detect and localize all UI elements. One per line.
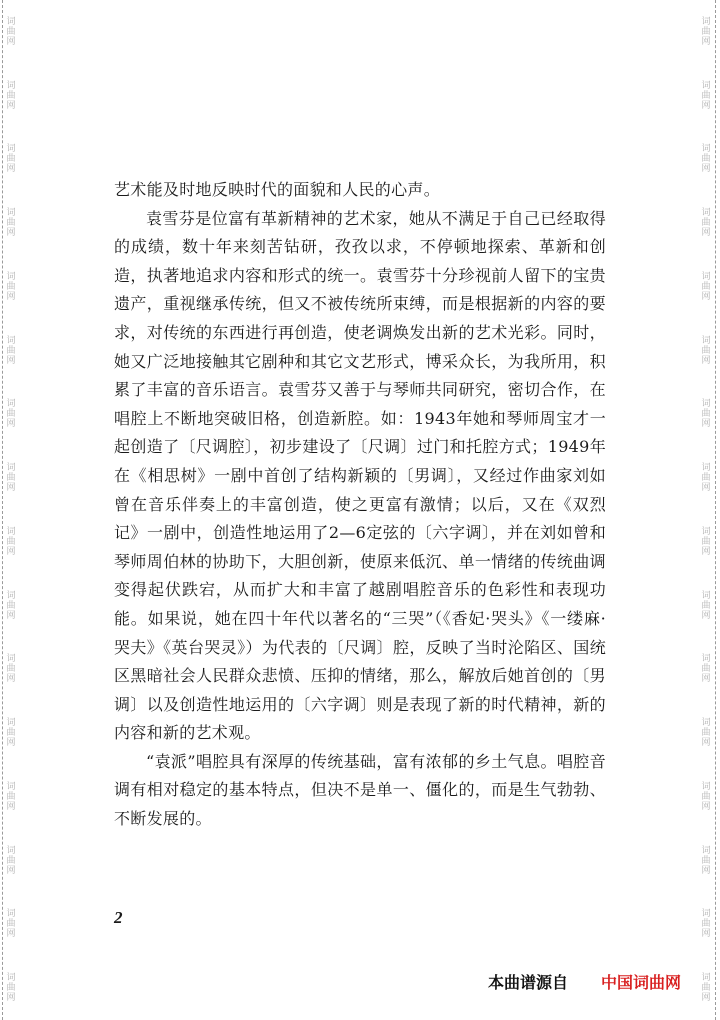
watermark-char: 网 [701, 546, 711, 557]
watermark-char: 网 [6, 228, 16, 239]
left-watermark-column [3, 0, 19, 1020]
watermark-char: 网 [6, 738, 16, 749]
watermark-char: 网 [701, 801, 711, 812]
watermark-stamp [6, 336, 15, 366]
watermark-char: 网 [701, 100, 711, 111]
watermark-char: 网 [6, 610, 16, 621]
watermark-char: 网 [701, 738, 711, 749]
watermark-char: 网 [701, 228, 711, 239]
right-dashed-border [715, 0, 716, 1020]
watermark-char: 网 [6, 483, 16, 494]
watermark-char: 词 [6, 909, 16, 920]
watermark-char: 曲 [701, 473, 711, 484]
watermark-char: 曲 [6, 919, 16, 930]
watermark-char: 曲 [701, 409, 711, 420]
watermark-char: 网 [701, 164, 711, 175]
right-watermark-column [698, 0, 714, 1020]
watermark-stamp [6, 17, 15, 47]
watermark-stamp [6, 591, 15, 621]
watermark-stamp [701, 336, 710, 366]
watermark-char: 词 [6, 781, 16, 792]
watermark-char: 网 [6, 355, 16, 366]
watermark-char: 网 [6, 291, 16, 302]
watermark-char: 词 [6, 463, 16, 474]
watermark-char: 词 [6, 80, 16, 91]
watermark-char: 曲 [701, 983, 711, 994]
watermark-stamp [6, 272, 15, 302]
watermark-char: 曲 [6, 26, 16, 37]
paragraph-2: 袁雪芬是位富有革新精神的艺术家，她从不满足于自己已经取得的成绩，数十年来刻苦钻研，孜孜以求，不停顿地探索、革新和创造，执著地追求内容和形式的统一。袁雪芬十分珍视前人留下的宝贵遗产，重视继承传统，但又不被传统所束缚，而是根据新的内容的要求，对传统的东西进行再创造，使老调焕发出新的艺术光彩。同时，她又广泛地接触其它剧种和其它文艺形式，博采众长，为我所用，积累了丰富的音乐语言。袁雪芬又善于与琴师共同研究，密切合作，在唱腔上不断地突破旧格，创造新腔。如：1943年她和琴师周宝才一起创造了〔尺调腔〕，初步建设了〔尺调〕过门和托腔方式；1949年在《相思树》一剧中首创了结构新颖的〔男调〕，又经过作曲家刘如曾在音乐伴奏上的丰富创造，使之更富有激情；以后，又在《双烈记》一剧中，创造性地运用了2—6定弦的〔六字调〕，并在刘如曾和琴师周伯林的协助下，大胆创新，使原来低沉、单一情绪的传统曲调变得起伏跌宕，从而扩大和丰富了越剧唱腔音乐的色彩性和表现功能。如果说，她在四十年代以著名的“三哭”（《香妃·哭头》《一缕麻·哭夫》《英台哭灵》）为代表的〔尺调〕腔，反映了当时沦陷区、国统区黑暗社会人民群众悲愤、压抑的情绪，那么，解放后她首创的〔男调〕以及创造性地运用的〔六字调〕则是表现了新的时代精神，新的内容和新的艺术观。 [114, 208, 606, 743]
watermark-char: 网 [6, 801, 16, 812]
watermark-char: 曲 [6, 600, 16, 611]
watermark-stamp [701, 144, 710, 174]
watermark-char: 曲 [701, 728, 711, 739]
watermark-stamp [6, 846, 15, 876]
watermark-char: 曲 [6, 983, 16, 994]
watermark-char: 词 [701, 973, 711, 984]
watermark-char: 曲 [701, 664, 711, 675]
watermark-char: 词 [6, 208, 16, 219]
watermark-char: 曲 [6, 791, 16, 802]
watermark-char: 曲 [6, 409, 16, 420]
watermark-char: 词 [701, 654, 711, 665]
watermark-char: 词 [701, 144, 711, 155]
watermark-char: 词 [6, 335, 16, 346]
watermark-char: 曲 [6, 664, 16, 675]
watermark-stamp [701, 654, 710, 684]
watermark-stamp [701, 81, 710, 111]
watermark-char: 词 [6, 144, 16, 155]
watermark-char: 曲 [701, 855, 711, 866]
watermark-char: 曲 [701, 154, 711, 165]
watermark-char: 曲 [6, 345, 16, 356]
watermark-char: 词 [6, 271, 16, 282]
body-text [114, 176, 606, 834]
watermark-char: 词 [701, 271, 711, 282]
watermark-stamp [701, 208, 710, 238]
watermark-char: 曲 [6, 728, 16, 739]
watermark-char: 网 [6, 865, 16, 876]
watermark-char: 曲 [701, 600, 711, 611]
watermark-char: 曲 [6, 154, 16, 165]
watermark-stamp [6, 973, 15, 1003]
watermark-stamp [6, 527, 15, 557]
watermark-char: 曲 [701, 26, 711, 37]
watermark-stamp [701, 973, 710, 1003]
watermark-char: 词 [6, 590, 16, 601]
watermark-char: 网 [6, 100, 16, 111]
watermark-char: 网 [701, 355, 711, 366]
watermark-stamp [701, 399, 710, 429]
watermark-char: 曲 [701, 536, 711, 547]
watermark-stamp [701, 782, 710, 812]
watermark-char: 词 [701, 845, 711, 856]
watermark-char: 词 [6, 526, 16, 537]
watermark-char: 网 [6, 546, 16, 557]
watermark-char: 词 [701, 399, 711, 410]
watermark-char: 曲 [701, 345, 711, 356]
watermark-char: 词 [701, 781, 711, 792]
watermark-char: 曲 [701, 218, 711, 229]
watermark-char: 曲 [701, 791, 711, 802]
watermark-char: 词 [6, 973, 16, 984]
watermark-char: 词 [701, 590, 711, 601]
watermark-char: 曲 [6, 218, 16, 229]
footer-brand-link[interactable]: 中国词曲网 [601, 973, 682, 992]
watermark-stamp [701, 272, 710, 302]
watermark-char: 词 [701, 208, 711, 219]
watermark-char: 曲 [6, 536, 16, 547]
watermark-stamp [701, 718, 710, 748]
watermark-char: 网 [701, 929, 711, 940]
watermark-char: 网 [701, 483, 711, 494]
watermark-char: 网 [701, 419, 711, 430]
watermark-char: 词 [6, 718, 16, 729]
watermark-stamp [701, 846, 710, 876]
watermark-char: 词 [701, 463, 711, 474]
watermark-stamp [6, 909, 15, 939]
watermark-char: 网 [701, 610, 711, 621]
watermark-char: 网 [701, 674, 711, 685]
watermark-stamp [6, 654, 15, 684]
watermark-stamp [6, 463, 15, 493]
watermark-char: 网 [701, 291, 711, 302]
watermark-char: 曲 [701, 919, 711, 930]
paragraph-3: “袁派”唱腔具有深厚的传统基础，富有浓郁的乡土气息。唱腔音调有相对稳定的基本特点，但决不是单一、僵化的，而是生气勃勃、不断发展的。 [114, 751, 606, 829]
watermark-char: 词 [701, 909, 711, 920]
watermark-char: 网 [6, 674, 16, 685]
watermark-char: 网 [701, 36, 711, 47]
watermark-stamp [701, 527, 710, 557]
watermark-char: 词 [701, 16, 711, 27]
watermark-char: 曲 [701, 281, 711, 292]
page-number: 2 [114, 908, 123, 927]
watermark-char: 词 [701, 80, 711, 91]
watermark-char: 网 [701, 865, 711, 876]
watermark-char: 网 [6, 993, 16, 1004]
watermark-stamp [701, 463, 710, 493]
watermark-char: 曲 [6, 473, 16, 484]
watermark-char: 词 [701, 335, 711, 346]
watermark-char: 词 [6, 16, 16, 27]
watermark-stamp [6, 782, 15, 812]
watermark-char: 网 [6, 164, 16, 175]
footer-source-label: 本曲谱源自 [488, 973, 569, 992]
watermark-stamp [701, 909, 710, 939]
watermark-char: 曲 [6, 281, 16, 292]
watermark-char: 网 [6, 419, 16, 430]
watermark-char: 网 [701, 993, 711, 1004]
watermark-char: 曲 [6, 855, 16, 866]
watermark-char: 词 [6, 845, 16, 856]
paragraph-1: 艺术能及时地反映时代的面貌和人民的心声。 [114, 180, 441, 199]
watermark-char: 网 [6, 929, 16, 940]
watermark-stamp [6, 81, 15, 111]
watermark-char: 曲 [701, 90, 711, 101]
watermark-stamp [701, 591, 710, 621]
watermark-stamp [701, 17, 710, 47]
watermark-char: 词 [701, 718, 711, 729]
watermark-char: 词 [701, 526, 711, 537]
watermark-char: 曲 [6, 90, 16, 101]
watermark-stamp [6, 144, 15, 174]
watermark-char: 词 [6, 399, 16, 410]
watermark-stamp [6, 208, 15, 238]
watermark-char: 网 [6, 36, 16, 47]
watermark-stamp [6, 399, 15, 429]
watermark-stamp [6, 718, 15, 748]
watermark-char: 词 [6, 654, 16, 665]
